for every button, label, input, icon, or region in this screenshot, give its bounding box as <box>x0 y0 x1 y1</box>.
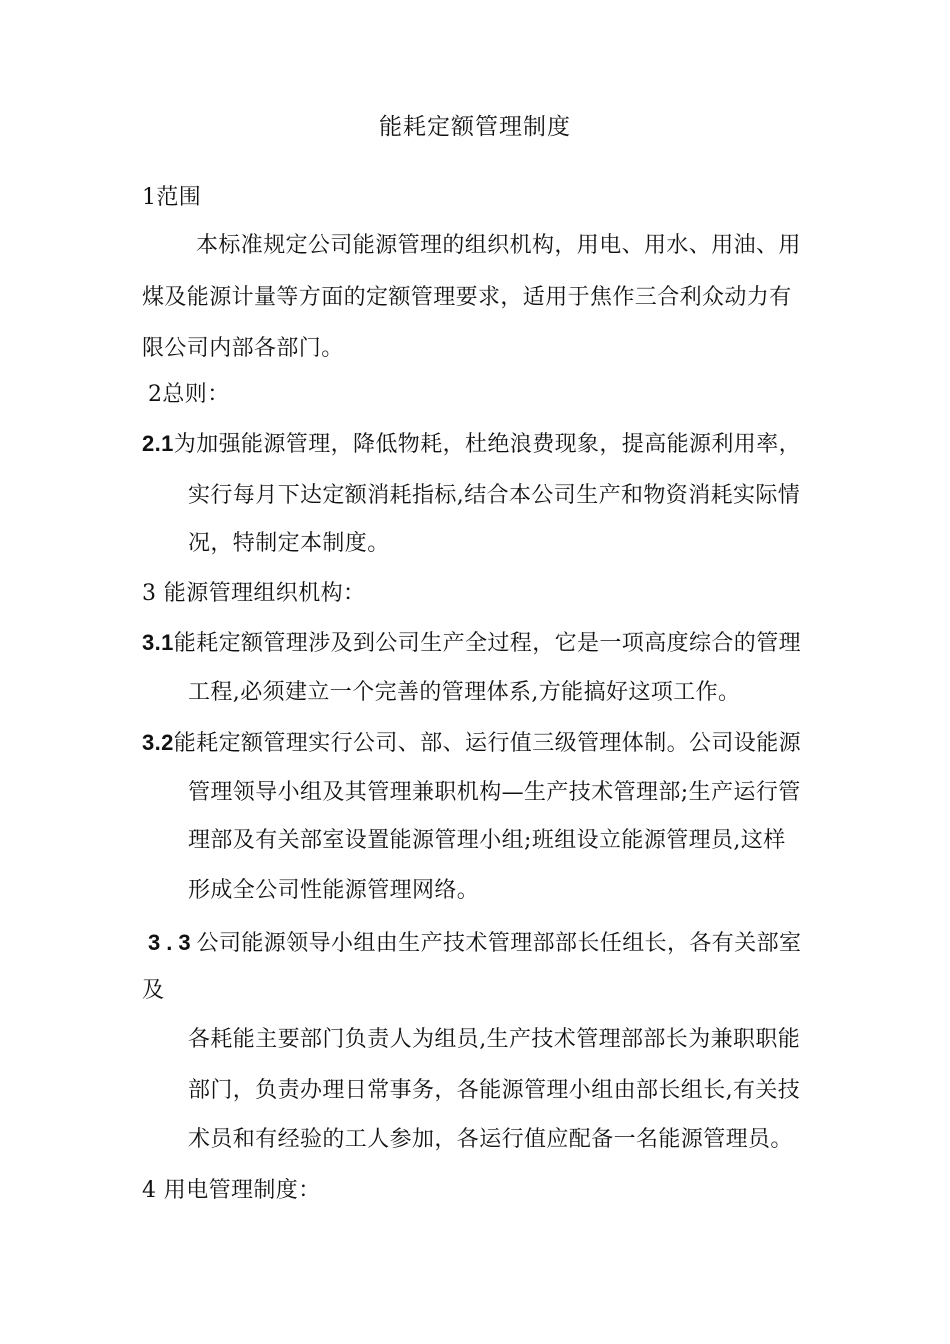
clause-3-3-line-3: 各耗能主要部门负责人为组员,生产技术管理部部长为兼职职能 <box>188 1027 801 1052</box>
clause-2-1-line-1 <box>142 430 801 459</box>
clause-2-1-line-3: 况，特制定本制度。 <box>188 531 390 556</box>
clause-3-3-line-4: 部门，负责办理日常事务，各能源管理小组由部长组长,有关技 <box>188 1078 801 1103</box>
section-4-heading: 4 用电管理制度： <box>142 1178 321 1203</box>
clause-3-2-line-1 <box>142 729 801 758</box>
clause-3-1-line-1 <box>142 629 801 658</box>
clause-3-3-line-2: 及 <box>142 978 165 1003</box>
clause-3-2-line-2: 管理领导小组及其管理兼职机构—生产技术管理部;生产运行管 <box>188 780 801 805</box>
clause-3-2-number: 3.2 <box>142 730 174 755</box>
section-2-heading: 2总则： <box>148 382 230 407</box>
clause-3-1-line-2: 工程,必须建立一个完善的管理体系,方能搞好这项工作。 <box>188 680 741 705</box>
section-1-paragraph-line-3: 限公司内部各部门。 <box>142 336 344 361</box>
clause-2-1-line-2: 实行每月下达定额消耗指标,结合本公司生产和物资消耗实际情 <box>188 483 801 508</box>
clause-2-1-number: 2.1 <box>142 431 174 456</box>
clause-3-2-line-4: 形成全公司性能源管理网络。 <box>188 878 480 903</box>
section-1-heading: 1范围 <box>142 185 202 210</box>
clause-3-3-line-5: 术员和有经验的工人参加，各运行值应配备一名能源管理员。 <box>188 1127 793 1152</box>
clause-3-3-number: 3.3 <box>148 930 197 955</box>
clause-3-1-text: 能耗定额管理涉及到公司生产全过程，它是一项高度综合的管理 <box>173 631 801 656</box>
document-title: 能耗定额管理制度 <box>379 114 571 140</box>
section-3-heading: 3 能源管理组织机构： <box>142 581 366 606</box>
section-1-paragraph-line-1: 本标准规定公司能源管理的组织机构，用电、用水、用油、用 <box>196 233 801 258</box>
clause-3-2-text: 能耗定额管理实行公司、部、运行值三级管理体制。公司设能源 <box>173 731 801 756</box>
clause-3-3-line-1 <box>148 929 801 958</box>
section-1-paragraph-line-2: 煤及能源计量等方面的定额管理要求，适用于焦作三合利众动力有 <box>142 285 792 310</box>
clause-2-1-text: 为加强能源管理，降低物耗，杜绝浪费现象，提高能源利用率， <box>173 432 801 457</box>
clause-3-1-number: 3.1 <box>142 630 174 655</box>
clause-3-3-text: 公司能源领导小组由生产技术管理部部长任组长，各有关部室 <box>196 931 802 956</box>
clause-3-2-line-3: 理部及有关部室设置能源管理小组;班组设立能源管理员,这样 <box>188 828 786 853</box>
